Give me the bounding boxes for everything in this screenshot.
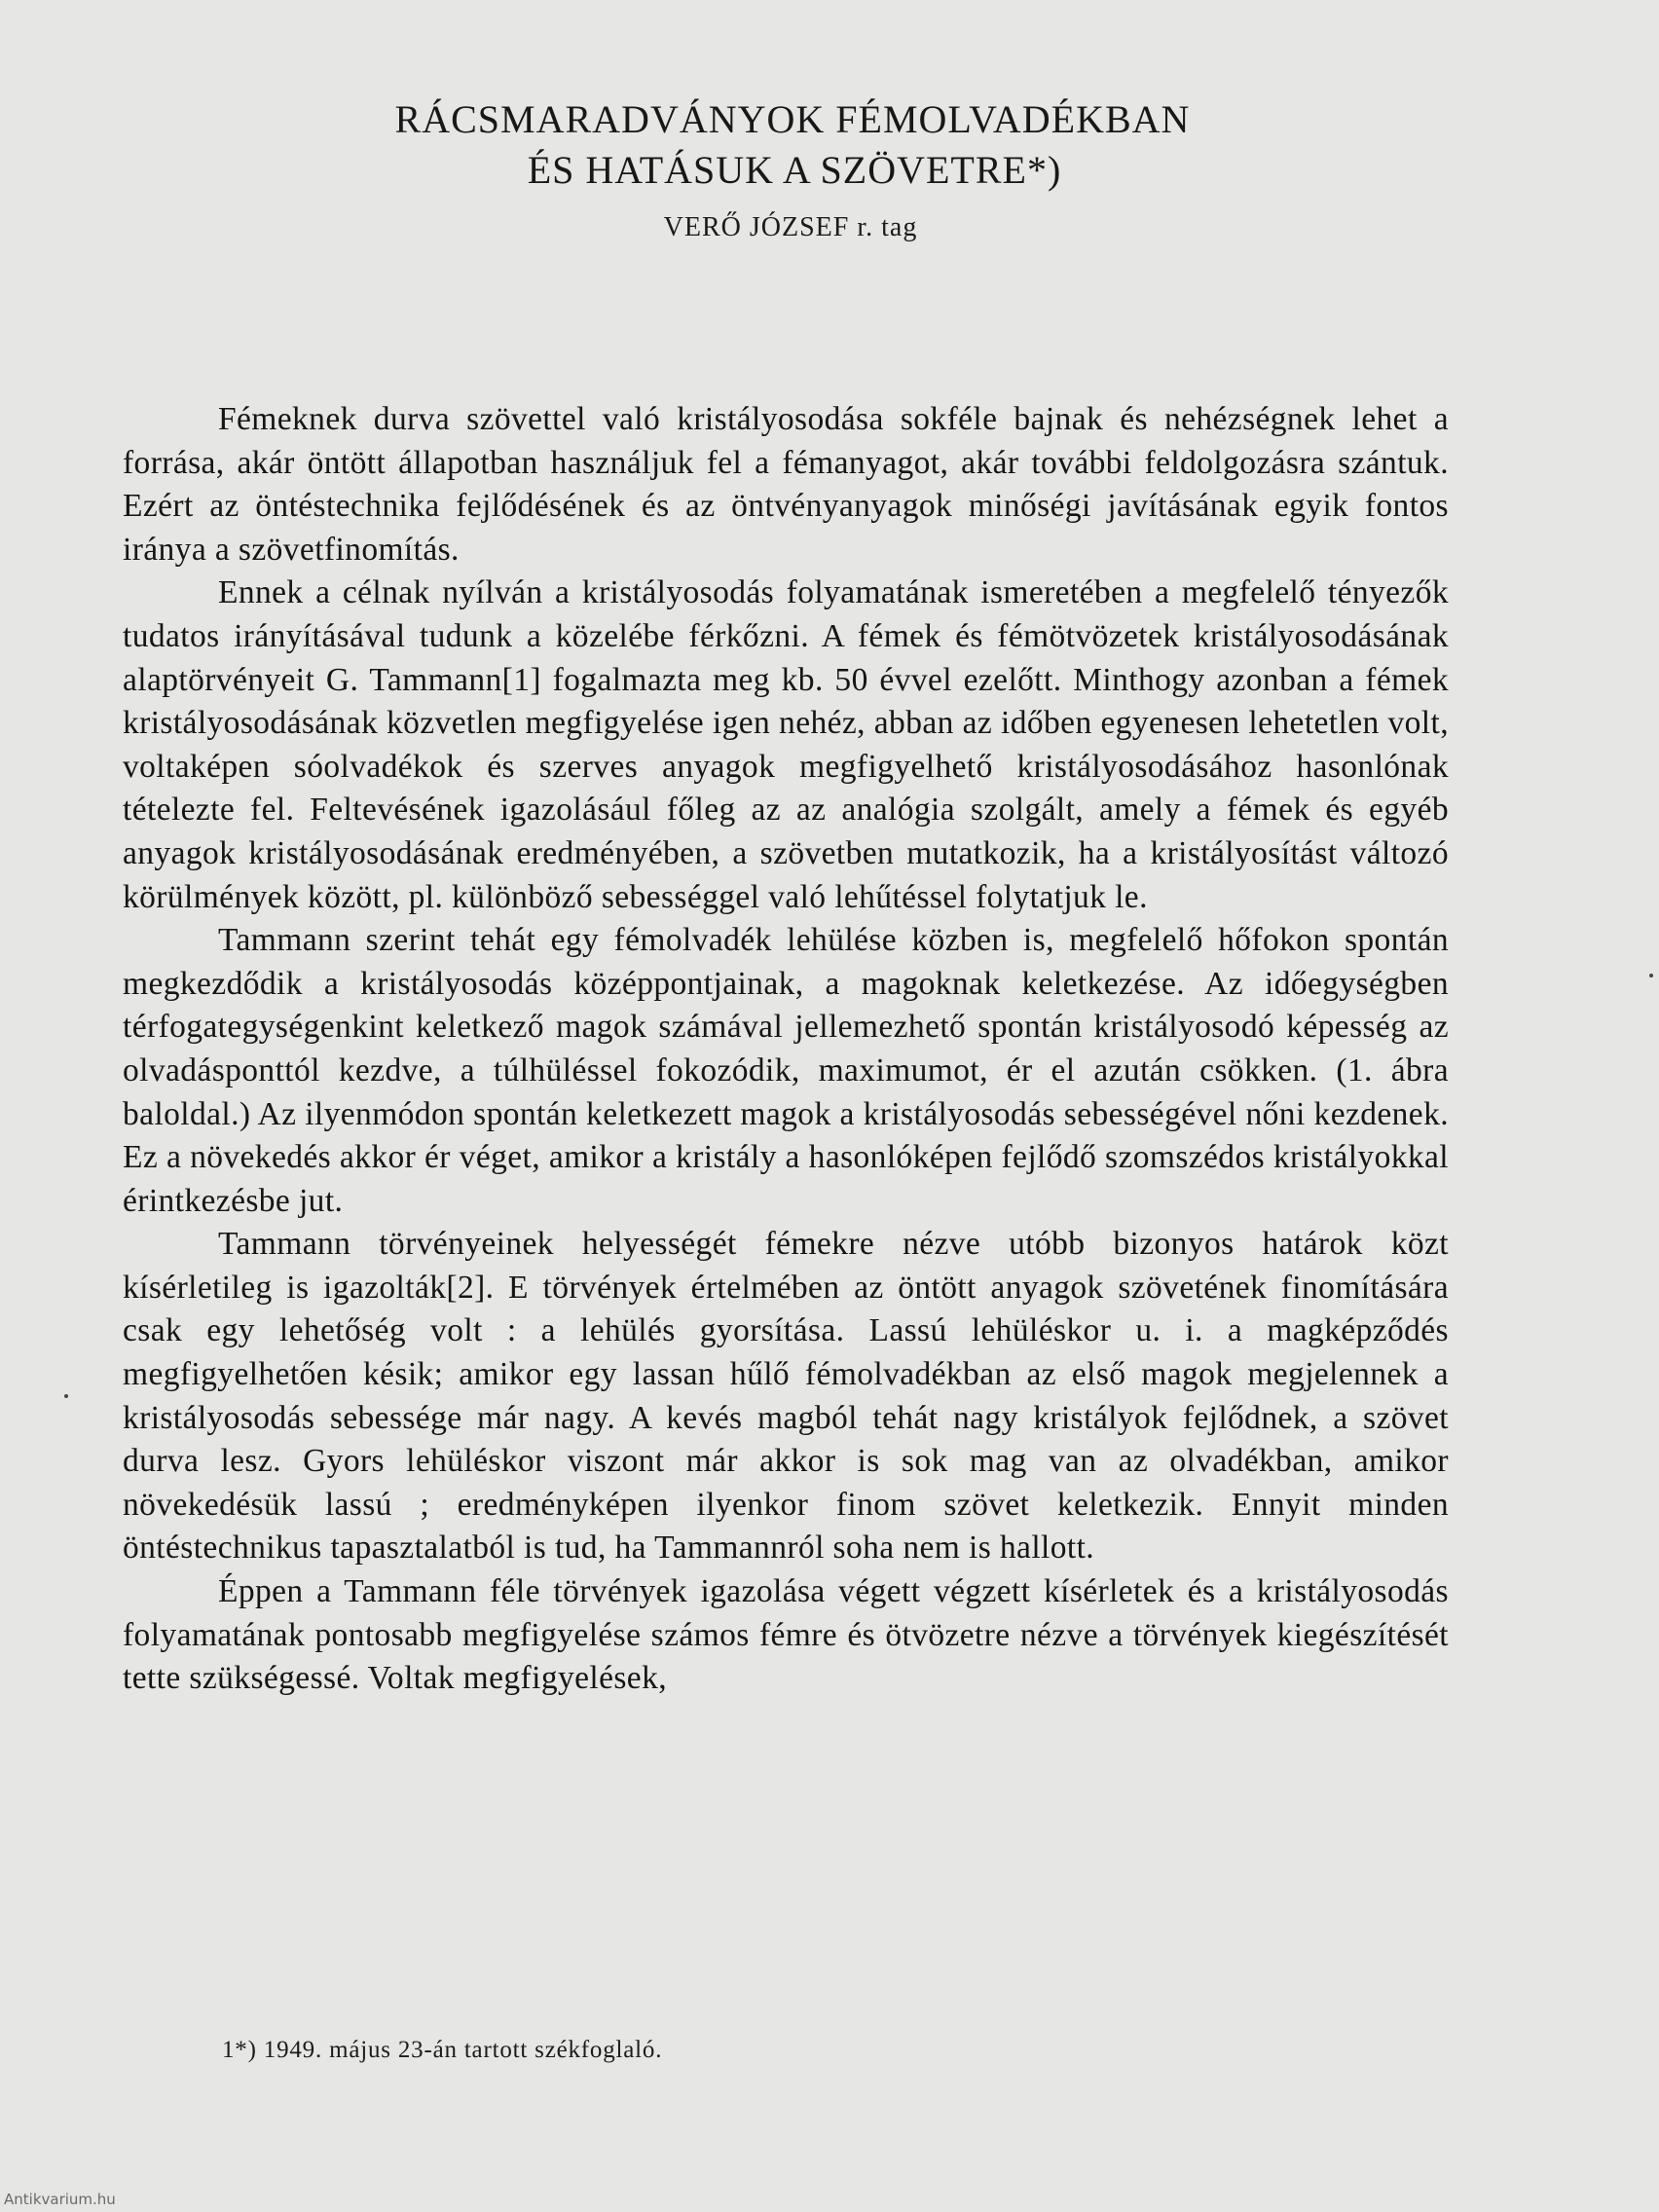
title-line-2: ÉS HATÁSUK A SZÖVETRE*) <box>527 148 1062 192</box>
paragraph-2: Ennek a célnak nyílván a kristályosodás folyamatának ismeretében a megfelelő tényezők tudatos irányításával tudunk a közelébe férkőzni. A fémek és fémötvözetek kristályosodásának alaptörvényeit G. Tammann[1] fogalmazta meg kb. 50 évvel ezelőtt. Minthogy azonban a fémek kristályosodásának közvetlen megfigyelése igen nehéz, abban az időben egyenesen lehetetlen volt, voltaképen sóolvadékok és szerves anyagok megfigyelhető kristályosodásához hasonlónak tételezte fel. Feltevésének igazolásául főleg az az analógia szolgált, amely a fémek és egyéb anyagok kristályosodásának eredményében, a szövetben mutatkozik, ha a kristályosítást változó körülmények között, pl. különböző sebességgel való lehűtéssel folytatjuk le. <box>123 574 1449 915</box>
author-line: VERŐ JÓZSEF r. tag <box>663 212 918 242</box>
watermark: Antikvarium.hu <box>4 2191 116 2208</box>
paragraph-4: Tammann törvényeinek helyességét fémekre nézve utóbb bizonyos határok közt kísérletileg is igazolták[2]. E törvények értelmében az öntött anyagok szövetének finomítására csak egy lehetőség volt : a lehülés gyorsítása. Lassú lehüléskor u. i. a magképződés megfigyelhetően késik; amikor egy lassan hűlő fémolvadékban az első magok megjelennek a kristályosodás sebessége már nagy. A kevés magból tehát nagy kristályok fejlődnek, a szövet durva lesz. Gyors lehüléskor viszont már akkor is sok mag van az olvadékban, amikor növekedésük lassú ; eredményképen ilyenkor finom szövet keletkezik. Ennyit minden öntéstechnikus tapasztalatból is tud, ha Tammannról soha nem is hallott. <box>123 1226 1449 1567</box>
scan-speck <box>64 1394 68 1398</box>
paragraph-3: Tammann szerint tehát egy fémolvadék lehülése közben is, megfelelő hőfokon spontán megkezdődik a kristályosodás középpontjainak, a magoknak keletkezése. Az időegységben térfogategységenkint keletkező magok számával jellemezhető spontán kristályosodó képesség az olvadásponttól kezdve, a túlhüléssel fokozódik, maximumot, ér el azután csökken. (1. ábra baloldal.) Az ilyenmódon spontán keletkezett magok a kristályosodás sebességével nőni kezdenek. Ez a növekedés akkor ér véget, amikor a kristály a hasonlóképen fejlődő szomszédos kristályokkal érintkezésbe jut. <box>123 922 1449 1219</box>
paragraph-1: Fémeknek durva szövettel való kristályosodása sokféle bajnak és nehézségnek lehet a forrása, akár öntött állapotban használjuk fel a fémanyagot, akár további feldolgozásra szántuk. Ezért az öntéstechnika fejlődésének és az öntvényanyagok minőségi javításának egyik fontos iránya a szövetfinomítás. <box>123 401 1449 568</box>
scan-speck <box>1649 974 1653 977</box>
title-line-1: RÁCSMARADVÁNYOK FÉMOLVADÉKBAN <box>394 97 1191 141</box>
article-body <box>123 398 1449 1701</box>
paragraph-5: Éppen a Tammann féle törvények igazolása végett végzett kísérletek és a kristályosodás folyamatának pontosabb megfigyelése számos fémre és ötvözetre nézve a törvények kiegészítését tette szükségessé. Voltak megfigyelések, <box>123 1573 1449 1697</box>
footnote: 1*) 1949. május 23-án tartott székfoglaló. <box>222 2037 663 2063</box>
